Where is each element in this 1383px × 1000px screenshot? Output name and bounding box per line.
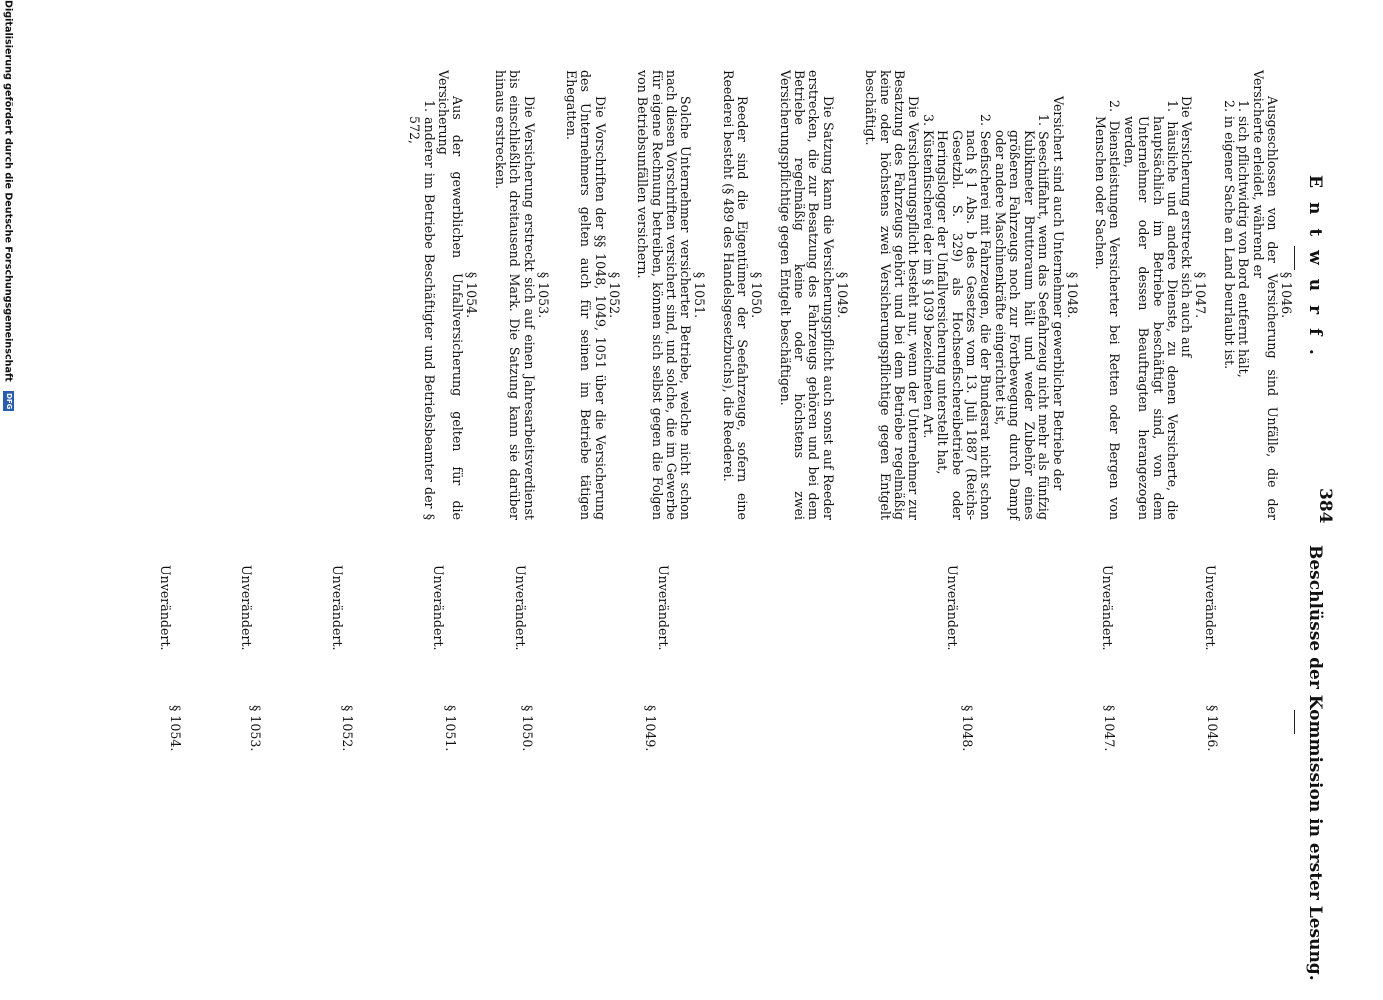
section-text: Aus der gewerblichen Unfallversicherung gelten für die Versicherung (435, 70, 466, 520)
section-1054 (407, 70, 479, 520)
section-1053 (492, 70, 549, 520)
section-text: Solche Unternehmer versicherter Betriebe, welche nicht schon nach diesen Vorschriften versichert sind, und solche, die im Gewerbe für eigene Rechnung betreiben, können sich selbst gegen die Folgen von Betriebsunfällen versichern. (635, 70, 694, 520)
section-text: Die Versicherung erstreckt sich auf einen Jahresarbeitsverdienst bis einschließlich dreitausend Mark. Die Satzung kann sie darüber hinaus erstrecken. (492, 70, 537, 520)
status-text: Unverändert. (158, 565, 173, 651)
list-item: 1. sich pflichtwidrig von Bord entfernt hält, (1236, 100, 1252, 378)
section-label: § 1049. (643, 705, 658, 752)
section-label: § 1048. (960, 705, 975, 752)
section-heading: § 1046. (1279, 271, 1294, 319)
section-label: § 1051. (443, 705, 458, 752)
section-heading: § 1047. (1193, 271, 1209, 319)
section-text: Die Versicherungspflicht besteht nur, wenn der Unternehmer zur Besatzung des Fahrzeugs gehört und bei dem Betriebe regelmäßig keine oder höchstens zwei Versicherungspflichtige gegen Entgelt beschäftigt. (863, 70, 922, 520)
status-text: Unverändert. (1203, 565, 1218, 651)
status-text: Unverändert. (431, 565, 446, 651)
section-heading: § 1053. (535, 271, 551, 319)
section-label: § 1050. (520, 705, 535, 752)
header-rule-left (1294, 246, 1295, 270)
section-1046 (1221, 70, 1293, 520)
digitization-footer (0, 0, 14, 1000)
list-item: 3. Küstenfischerei der im § 1039 bezeichneten Art. (920, 114, 936, 439)
list-item: 2. Dienstleistungen Versicherter bei Retten oder Bergen von Menschen oder Sachen. (1092, 100, 1123, 520)
section-heading: § 1052. (606, 271, 622, 319)
section-heading: § 1050. (749, 271, 765, 319)
section-label: § 1053. (248, 705, 263, 752)
section-heading: § 1051. (692, 271, 708, 319)
list-item: 2. Seefischerei mit Fahrzeugen, die der Bundesrat nicht schon nach § 1 Abs. b des Gesetzes vom 13. Juli 1887 (Reichs-Gesetzbl. S. 329) als Hochseefischereibetriebe oder Heringslogger der Unfallversicherung unterstellt hat, (935, 114, 994, 520)
section-text: Die Vorschriften der §§ 1048, 1049, 1051 über die Versicherung des Unternehmers gelten auch für seinen im Betriebe tätigen Ehegatten. (563, 70, 608, 520)
section-heading: § 1054. (464, 271, 480, 319)
dfg-logo: DFG (5, 393, 13, 410)
section-1051 (635, 70, 707, 520)
section-label: § 1046. (1205, 705, 1220, 752)
list-item: 2. in eigener Sache an Land beurlaubt ist. (1221, 100, 1237, 370)
header-right: Beschlüsse der Kommission in erster Lesung. (1305, 545, 1325, 981)
status-text: Unverändert. (945, 565, 960, 651)
section-1052 (564, 70, 621, 520)
list-item: 1. anderer im Betriebe Beschäftigter und Betriebsbeamter der § 572, (407, 100, 437, 520)
list-item: 1. Seeschiffahrt, wenn das Seefahrzeug nicht mehr als fünfzig Kubikmeter Bruttoraum hält und weder Zubehör eines größeren Fahrzeugs noch zur Fortbewegung durch Dampf oder andere Maschinenkräfte eingerichtet ist, (992, 114, 1052, 520)
section-1047 (1093, 70, 1208, 520)
section-label: § 1052. (340, 705, 355, 752)
section-1049 (777, 70, 849, 520)
status-text: Unverändert. (330, 565, 345, 651)
draft-column (407, 70, 1293, 520)
section-text: Die Satzung kann die Versicherungspflicht auch sonst auf Reeder erstrecken, die zur Besatzung des Fahrzeugs gehören und bei dem Betriebe regelmäßig keine oder höchstens zwei Versicherungspflichtige gegen Entgelt beschäftigen. (777, 70, 836, 520)
list-item: 1. häusliche und andere Dienste, zu denen Versicherte, die hauptsächlich im Betriebe beschäftigt sind, von dem Unternehmer oder dessen Beauftragten herangezogen werden, (1121, 100, 1180, 520)
status-text: Unverändert. (656, 565, 671, 651)
section-text: Versichert sind auch Unternehmer gewerblicher Betriebe der (1050, 96, 1066, 491)
section-text: Ausgeschlossen von der Versicherung sind Unfälle, die der Versicherte erleidet, während er (1250, 70, 1280, 520)
section-1050 (720, 70, 763, 520)
section-label: § 1054. (168, 705, 183, 752)
section-heading: § 1048. (1064, 271, 1080, 319)
section-1048 (863, 70, 1079, 520)
section-label: § 1047. (1102, 705, 1117, 752)
status-text: Unverändert. (239, 565, 254, 651)
resolutions-column (0, 565, 1383, 985)
footer-text: Digitalisierung gefördert durch die Deutsche Forschungsgemeinschaft (2, 0, 14, 382)
header-left: Entwurf. (1305, 175, 1325, 369)
page-number: 384 (1315, 488, 1335, 524)
section-heading: § 1049. (834, 271, 850, 319)
status-text: Unverändert. (1100, 565, 1115, 651)
section-text: Reeder sind die Eigentümer der Seefahrzeuge, sofern eine Reederei besteht (§ 489 des Handelsgesetzbuchs), die Reederei. (720, 70, 751, 520)
status-text: Unverändert. (513, 565, 528, 651)
section-text: Die Versicherung erstreckt sich auch auf (1179, 96, 1195, 358)
